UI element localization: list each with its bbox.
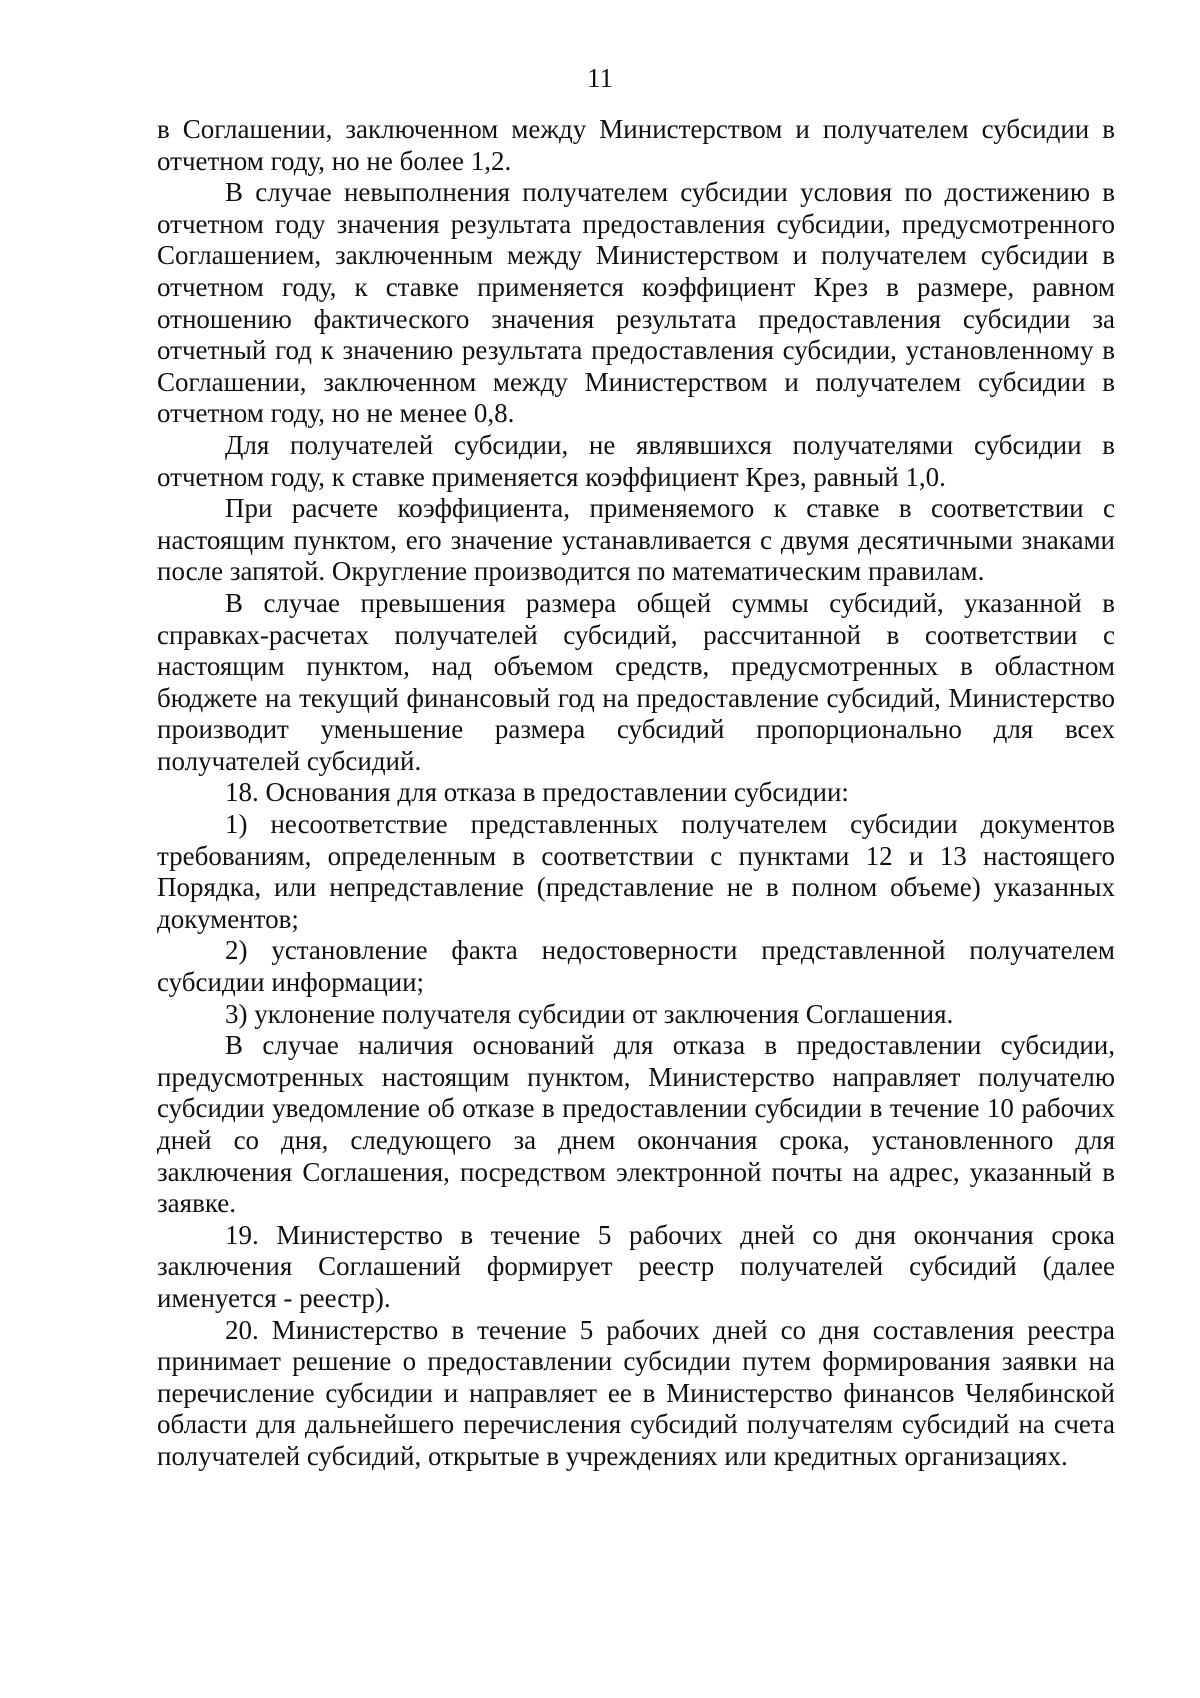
paragraph-item-18-3: 3) уклонение получателя субсидии от заключения Соглашения. — [225, 998, 954, 1029]
paragraph-refusal-notice: В случае наличия оснований для отказа в предоставлении субсидии, предусмотренных настоящим пунктом, Министерство направляет получателю субсидии уведомление об отказе в предоставлении субсидии в течение 10 рабочих дней со дня, следующего за днем окончания срока, установленного для заключения Соглашения, посредством электронной почты на адрес, указанный в заявке. — [157, 1030, 1115, 1219]
page-number: 11 — [587, 63, 613, 93]
paragraph-continuation: в Соглашении, заключенном между Министерством и получателем субсидии в отчетном году, но не более 1,2. — [157, 114, 1115, 176]
paragraph-item-18-2: 2) установление факта недостоверности представленной получателем субсидии информации; — [157, 935, 1115, 998]
paragraph-item-18-1: 1) несоответствие представленных получателем субсидии документов требованиям, определенным в соответствии с пунктами 12 и 13 настоящего Порядка, или непредставление (представление не в полном объеме) указанных документов; — [157, 809, 1115, 934]
paragraph-proportional-reduction: В случае превышения размера общей суммы субсидий, указанной в справках-расчетах получателей субсидий, рассчитанной в соответствии с настоящим пунктом, над объемом средств, предусмотренных в областном бюджете на текущий финансовый год на предоставление субсидий, Министерство производит уменьшение размера субсидий пропорционально для всех получателей субсидий. — [157, 587, 1115, 776]
document-body — [157, 114, 1115, 1473]
paragraph-kres-failure: В случае невыполнения получателем субсидии условия по достижению в отчетном году значения результата предоставления субсидии, предусмотренного Соглашением, заключенным между Министерством и получателем субсидии в отчетном году, к ставке применяется коэффициент Крез в размере, равном отношению фактического значения результата предоставления субсидии за отчетный год к значению результата предоставления субсидии, установленному в Соглашении, заключенном между Министерством и получателем субсидии в отчетном году, но не менее 0,8. — [157, 177, 1115, 429]
paragraph-rounding: При расчете коэффициента, применяемого к ставке в соответствии с настоящим пунктом, его значение устанавливается с двумя десятичными знаками после запятой. Округление производится по математическим правилам. — [157, 493, 1115, 587]
paragraph-kres-new-recipients: Для получателей субсидии, не являвшихся получателями субсидии в отчетном году, к ставке применяется коэффициент Крез, равный 1,0. — [157, 429, 1115, 492]
paragraph-item-20: 20. Министерство в течение 5 рабочих дней со дня составления реестра принимает решение о предоставлении субсидии путем формирования заявки на перечисление субсидии и направляет ее в Министерство финансов Челябинской области для дальнейшего перечисления субсидий получателям субсидий на счета получателей субсидий, открытые в учреждениях или кредитных организациях. — [157, 1314, 1115, 1471]
paragraph-item-18: 18. Основания для отказа в предоставлении субсидии: — [225, 777, 849, 808]
paragraph-item-19: 19. Министерство в течение 5 рабочих дней со дня окончания срока заключения Соглашений формирует реестр получателей субсидий (далее именуется - реестр). — [157, 1219, 1115, 1313]
